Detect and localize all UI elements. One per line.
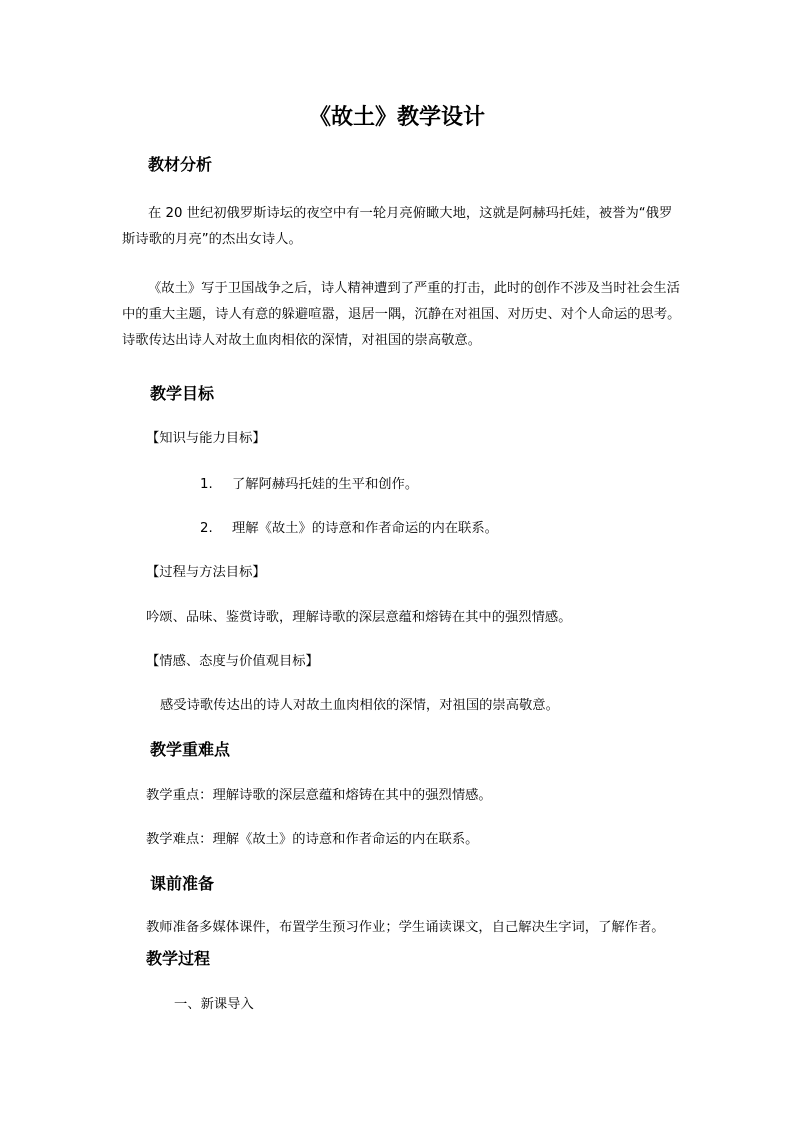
paragraph-material-2: 《故土》写于卫国战争之后，诗人精神遭到了严重的打击，此时的创作不涉及当时社会生活中的重大主题，诗人有意的躲避喧嚣，退居一隅，沉静在对祖国、对历史、对个人命运的思考。诗歌传达出诗人对故土血肉相依的深情，对祖国的崇高敬意。 — [122, 281, 681, 348]
label-knowledge-goals: 【知识与能力目标】 — [146, 431, 266, 446]
paragraph-key-point: 教学重点：理解诗歌的深层意蕴和熔铸在其中的强烈情感。 — [146, 788, 492, 803]
label-emotion-goals: 【情感、态度与价值观目标】 — [146, 654, 319, 669]
section-heading-teaching-process: 教学过程 — [146, 949, 211, 968]
section-heading-preparation: 课前准备 — [150, 874, 215, 893]
section-heading-key-points: 教学重难点 — [150, 740, 231, 759]
section-heading-goals: 教学目标 — [150, 384, 215, 403]
label-process-goals: 【过程与方法目标】 — [146, 565, 266, 580]
paragraph-preparation: 教师准备多媒体课件，布置学生预习作业；学生诵读课文，自己解决生字词，了解作者。 — [146, 920, 665, 935]
section-heading-material: 教材分析 — [148, 155, 213, 174]
list-item: 理解《故土》的诗意和作者命运的内在联系。 — [232, 521, 498, 536]
step-heading-introduction: 一、新课导入 — [174, 997, 254, 1012]
list-item-number: 1. — [200, 477, 213, 492]
paragraph-difficult-point: 教学难点：理解《故土》的诗意和作者命运的内在联系。 — [146, 832, 479, 847]
list-item-number: 2. — [200, 521, 213, 536]
paragraph-process-goals: 吟颂、品味、鉴赏诗歌，理解诗歌的深层意蕴和熔铸在其中的强烈情感。 — [146, 610, 572, 625]
list-item: 了解阿赫玛托娃的生平和创作。 — [232, 477, 419, 492]
page-title: 《故土》教学设计 — [308, 104, 485, 130]
paragraph-emotion-goals: 感受诗歌传达出的诗人对故土血肉相依的深情，对祖国的崇高敬意。 — [160, 698, 559, 713]
paragraph-material-1: 在 20 世纪初俄罗斯诗坛的夜空中有一轮月亮俯瞰大地，这就是阿赫玛托娃，被誉为“俄罗斯诗歌的月亮”的杰出女诗人。 — [122, 206, 673, 247]
